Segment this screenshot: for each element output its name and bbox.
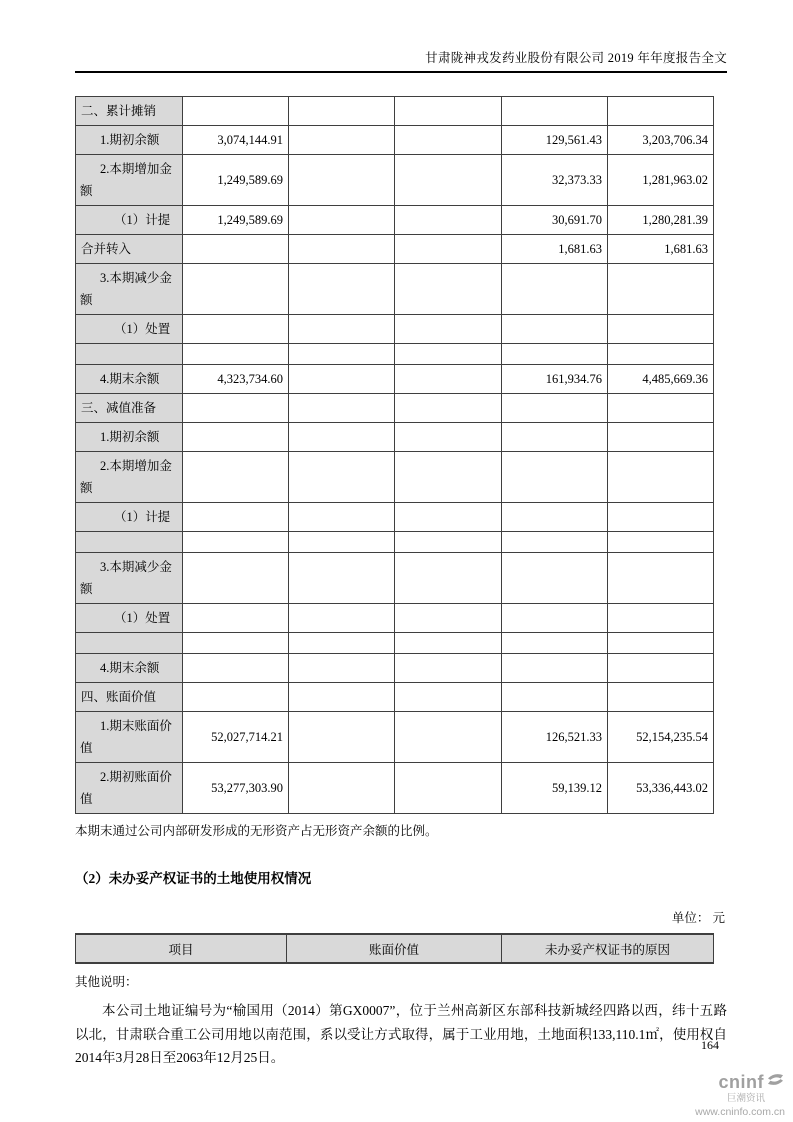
value-cell <box>289 126 395 155</box>
value-cell <box>183 683 289 712</box>
table-row <box>76 394 714 423</box>
value-cell <box>395 452 502 503</box>
value-cell <box>289 97 395 126</box>
logo-subtitle: 巨潮资讯 <box>726 1094 765 1104</box>
value-cell <box>502 344 608 365</box>
table-row <box>76 97 714 126</box>
value-cell: 52,027,714.21 <box>183 712 289 763</box>
cninfo-logo <box>695 1070 785 1117</box>
table-row <box>76 315 714 344</box>
value-cell <box>183 633 289 654</box>
value-cell <box>395 155 502 206</box>
row-label-cell: 2.期初账面价值 <box>76 763 183 814</box>
value-cell <box>289 553 395 604</box>
value-cell <box>289 344 395 365</box>
value-cell <box>608 683 714 712</box>
table-row <box>76 264 714 315</box>
table-row <box>76 235 714 264</box>
value-cell: 129,561.43 <box>502 126 608 155</box>
swirl-icon <box>766 1070 785 1093</box>
value-cell <box>502 264 608 315</box>
row-label-cell: 1.期末账面价值 <box>76 712 183 763</box>
row-label-cell: 2.本期增加金额 <box>76 452 183 503</box>
value-cell <box>502 532 608 553</box>
row-label-cell: （1）计提 <box>76 503 183 532</box>
row-label-cell <box>76 532 183 553</box>
value-cell <box>502 553 608 604</box>
table-row <box>76 126 714 155</box>
value-cell <box>395 126 502 155</box>
value-cell <box>395 503 502 532</box>
value-cell <box>289 712 395 763</box>
row-label-cell: （1）处置 <box>76 315 183 344</box>
value-cell <box>395 654 502 683</box>
value-cell: 1,281,963.02 <box>608 155 714 206</box>
value-cell <box>502 97 608 126</box>
value-cell <box>183 654 289 683</box>
table-row <box>76 206 714 235</box>
value-cell <box>395 532 502 553</box>
table-row <box>76 633 714 654</box>
land-table-column-header: 未办妥产权证书的原因 <box>502 934 714 963</box>
value-cell <box>395 633 502 654</box>
value-cell <box>289 394 395 423</box>
row-label-cell <box>76 344 183 365</box>
value-cell <box>395 553 502 604</box>
table-row <box>76 654 714 683</box>
row-label-cell: 2.本期增加金额 <box>76 155 183 206</box>
value-cell <box>289 235 395 264</box>
value-cell <box>289 155 395 206</box>
row-label-cell: 3.本期减少金额 <box>76 553 183 604</box>
land-table-column-header: 项目 <box>76 934 287 963</box>
row-label-cell: （1）处置 <box>76 604 183 633</box>
value-cell: 1,249,589.69 <box>183 155 289 206</box>
value-cell <box>289 264 395 315</box>
value-cell <box>395 206 502 235</box>
value-cell <box>395 394 502 423</box>
value-cell <box>395 97 502 126</box>
value-cell <box>502 394 608 423</box>
land-table <box>75 933 714 964</box>
value-cell <box>608 604 714 633</box>
value-cell <box>395 315 502 344</box>
logo-url: www.cninfo.com.cn <box>695 1105 785 1118</box>
row-label-cell: 三、减值准备 <box>76 394 183 423</box>
value-cell: 53,336,443.02 <box>608 763 714 814</box>
table-row <box>76 155 714 206</box>
value-cell <box>289 654 395 683</box>
value-cell <box>395 604 502 633</box>
value-cell <box>289 532 395 553</box>
value-cell <box>608 315 714 344</box>
value-cell <box>608 654 714 683</box>
value-cell <box>289 633 395 654</box>
unit-label: 单位： 元 <box>671 911 725 925</box>
value-cell: 3,203,706.34 <box>608 126 714 155</box>
row-label-cell: 3.本期减少金额 <box>76 264 183 315</box>
value-cell <box>502 503 608 532</box>
value-cell <box>502 315 608 344</box>
table-row <box>76 452 714 503</box>
row-label-cell: 1.期初余额 <box>76 423 183 452</box>
value-cell <box>502 423 608 452</box>
value-cell <box>289 683 395 712</box>
value-cell <box>289 503 395 532</box>
land-table-column-header: 账面价值 <box>287 934 502 963</box>
value-cell <box>395 683 502 712</box>
value-cell: 59,139.12 <box>502 763 608 814</box>
section-heading: （2）未办妥产权证书的土地使用权情况 <box>75 871 312 886</box>
table-row <box>76 365 714 394</box>
value-cell <box>395 344 502 365</box>
value-cell <box>183 394 289 423</box>
land-table-header-row <box>76 934 714 963</box>
value-cell: 1,280,281.39 <box>608 206 714 235</box>
value-cell <box>289 763 395 814</box>
value-cell: 53,277,303.90 <box>183 763 289 814</box>
row-label-cell: 合并转入 <box>76 235 183 264</box>
value-cell <box>183 264 289 315</box>
value-cell: 3,074,144.91 <box>183 126 289 155</box>
value-cell: 1,681.63 <box>502 235 608 264</box>
value-cell: 30,691.70 <box>502 206 608 235</box>
value-cell: 1,249,589.69 <box>183 206 289 235</box>
table-row <box>76 604 714 633</box>
amortization-table-body <box>76 97 714 814</box>
value-cell <box>289 315 395 344</box>
table-row <box>76 344 714 365</box>
value-cell <box>183 97 289 126</box>
table-row <box>76 553 714 604</box>
row-label-cell: （1）计提 <box>76 206 183 235</box>
value-cell <box>289 604 395 633</box>
row-label-cell: 4.期末余额 <box>76 365 183 394</box>
report-header-title: 甘肃陇神戎发药业股份有限公司 2019 年年度报告全文 <box>75 48 727 73</box>
value-cell: 4,323,734.60 <box>183 365 289 394</box>
value-cell <box>289 206 395 235</box>
page-content <box>75 96 725 1070</box>
table-row <box>76 423 714 452</box>
value-cell <box>395 763 502 814</box>
row-label-cell: 1.期初余额 <box>76 126 183 155</box>
row-label-cell <box>76 633 183 654</box>
value-cell <box>183 532 289 553</box>
value-cell: 4,485,669.36 <box>608 365 714 394</box>
value-cell <box>608 97 714 126</box>
value-cell <box>395 264 502 315</box>
value-cell <box>183 344 289 365</box>
value-cell: 126,521.33 <box>502 712 608 763</box>
value-cell <box>608 394 714 423</box>
value-cell <box>502 654 608 683</box>
value-cell <box>502 604 608 633</box>
value-cell <box>183 604 289 633</box>
table-row <box>76 712 714 763</box>
value-cell <box>289 452 395 503</box>
value-cell <box>608 452 714 503</box>
value-cell <box>608 532 714 553</box>
value-cell <box>608 423 714 452</box>
row-label-cell: 四、账面价值 <box>76 683 183 712</box>
row-label-cell: 4.期末余额 <box>76 654 183 683</box>
value-cell: 161,934.76 <box>502 365 608 394</box>
value-cell <box>183 503 289 532</box>
value-cell <box>608 344 714 365</box>
value-cell: 52,154,235.54 <box>608 712 714 763</box>
table-row <box>76 763 714 814</box>
value-cell <box>183 235 289 264</box>
land-description-paragraph: 本公司土地证编号为“榆国用（2014）第GX0007”，位于兰州高新区东部科技新城经四路以西，纬十五路以北，甘肃联合重工公司用地以南范围，系以受让方式取得，属于工业用地，土地面积133,110.1㎡，使用权自2014年3月28日至2063年12月25日。 <box>75 1003 727 1065</box>
page-number: 164 <box>701 1038 719 1052</box>
table-row <box>76 503 714 532</box>
value-cell <box>183 452 289 503</box>
value-cell <box>502 683 608 712</box>
amortization-table <box>75 96 714 814</box>
value-cell <box>608 503 714 532</box>
value-cell <box>608 633 714 654</box>
value-cell <box>183 315 289 344</box>
table-row <box>76 683 714 712</box>
value-cell <box>395 365 502 394</box>
logo-wordmark: cninf <box>718 1071 764 1092</box>
value-cell <box>395 235 502 264</box>
value-cell <box>502 452 608 503</box>
value-cell <box>289 365 395 394</box>
value-cell: 32,373.33 <box>502 155 608 206</box>
value-cell <box>395 423 502 452</box>
value-cell: 1,681.63 <box>608 235 714 264</box>
value-cell <box>289 423 395 452</box>
value-cell <box>395 712 502 763</box>
value-cell <box>502 633 608 654</box>
value-cell <box>608 264 714 315</box>
table-row <box>76 532 714 553</box>
other-note-label: 其他说明： <box>75 975 138 989</box>
table-note: 本期末通过公司内部研发形成的无形资产占无形资产余额的比例。 <box>75 824 438 838</box>
value-cell <box>608 553 714 604</box>
row-label-cell: 二、累计摊销 <box>76 97 183 126</box>
value-cell <box>183 423 289 452</box>
value-cell <box>183 553 289 604</box>
